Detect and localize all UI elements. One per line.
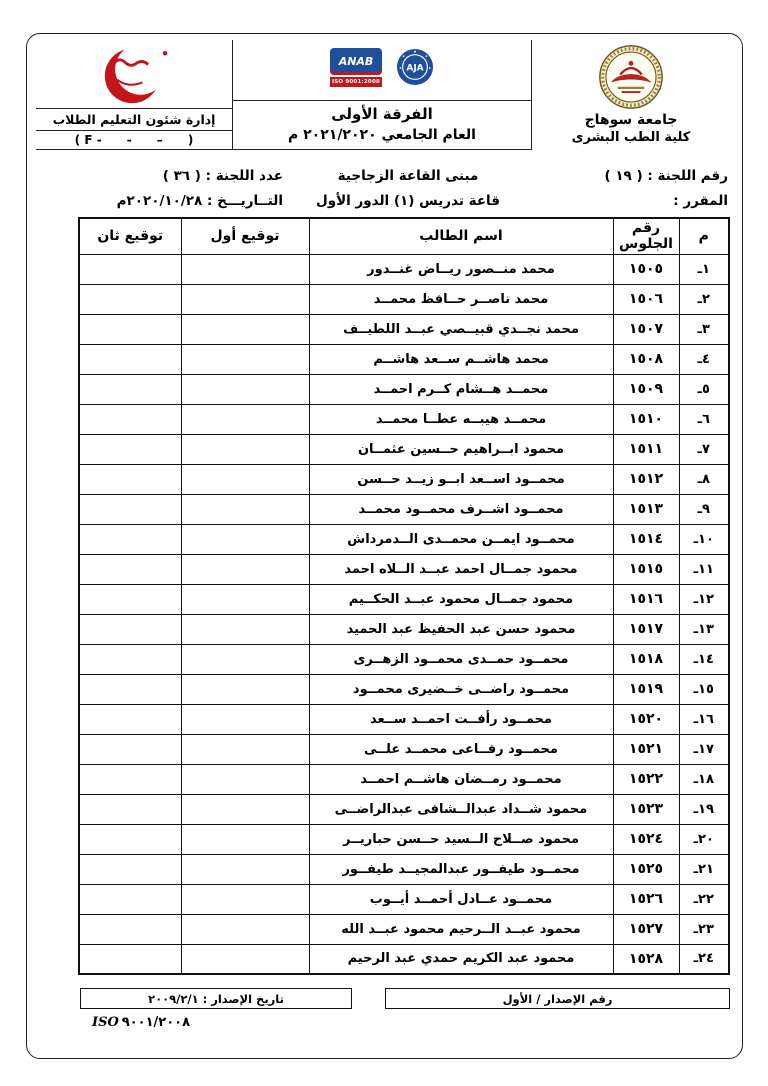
signature-2-cell [79,314,181,344]
issue-date: تاريخ الإصدار : ٢٠٠٩/٢/١ [80,988,352,1009]
seat-number: ١٥١٦ [613,584,679,614]
exam-info [38,168,728,209]
signature-1-cell [181,854,309,884]
signature-2-cell [79,734,181,764]
signature-2-cell [79,944,181,974]
dept-block [36,40,232,150]
committee-count: عدد اللجنة : ( ٣٦ ) [162,168,283,184]
row-index: ١٣ـ [679,614,729,644]
signature-2-cell [79,674,181,704]
table-row [79,314,729,344]
seat-number: ١٥٠٩ [613,374,679,404]
seat-number: ١٥٢١ [613,734,679,764]
seat-number: ١٥١٨ [613,644,679,674]
table-row [79,734,729,764]
signature-1-cell [181,284,309,314]
exam-date: التــاريـــخ : ٢٠٢٠/١٠/٢٨م [116,193,283,209]
signature-2-cell [79,554,181,584]
signature-1-cell [181,614,309,644]
signature-1-cell [181,674,309,704]
building-name: مبنى القاعة الزجاجية [337,168,479,184]
table-row [79,854,729,884]
table-row [79,554,729,584]
issue-number: رقم الإصدار / الأول [385,988,730,1009]
page-content [36,40,730,1030]
seat-number: ١٥٢٦ [613,884,679,914]
table-row [79,704,729,734]
signature-2-cell [79,614,181,644]
row-index: ٧ـ [679,434,729,464]
table-row [79,284,729,314]
signature-1-cell [181,764,309,794]
sohag-university-seal-icon [598,44,664,110]
attendance-table [78,217,730,975]
table-row [79,434,729,464]
seat-number: ١٥٢٥ [613,854,679,884]
col-header-sig2: توقيع ثان [79,218,181,254]
student-name: محمــود اشــرف محمــود محمــد [309,494,613,524]
signature-1-cell [181,434,309,464]
row-index: ١٦ـ [679,704,729,734]
form-code: ( F - - – ) [36,130,232,149]
anab-badge-icon [330,48,382,87]
col-header-seat: رقم الجلوس [613,218,679,254]
table-row [79,644,729,674]
table-row [79,884,729,914]
table-row [79,524,729,554]
student-name: محمود ابــراهيم حــسين عثمــان [309,434,613,464]
seat-number: ١٥١٩ [613,674,679,704]
table-row [79,824,729,854]
signature-2-cell [79,884,181,914]
student-name: محمود جمــال احمد عبــد الــلاه احمد [309,554,613,584]
table-row [79,764,729,794]
signature-1-cell [181,314,309,344]
seat-number: ١٥١٣ [613,494,679,524]
grade-title: الفرقة الأولى [233,100,531,125]
student-name: محمد منــصور ريــاض غنــدور [309,254,613,284]
row-index: ٢١ـ [679,854,729,884]
university-name: جامعة سوهاج [584,112,678,128]
row-index: ٨ـ [679,464,729,494]
seat-number: ١٥١٥ [613,554,679,584]
committee-number: رقم اللجنة : ( ١٩ ) [604,168,728,184]
red-crescent-logo-icon [76,42,192,106]
seat-number: ١٥٢٨ [613,944,679,974]
academic-year: العام الجامعي ٢٠٢١/٢٠٢٠ م [233,125,531,150]
seat-number: ١٥١١ [613,434,679,464]
signature-1-cell [181,914,309,944]
row-index: ٤ـ [679,344,729,374]
table-row [79,614,729,644]
student-name: محمود حسن عبد الحفيظ عبد الحميد [309,614,613,644]
student-name: محمــد هيبــه عطــا محمــد [309,404,613,434]
signature-2-cell [79,794,181,824]
col-header-index: م [679,218,729,254]
iso-certification [92,1015,730,1030]
student-name: محمــود اســعد ابــو زيــد حــسن [309,464,613,494]
student-name: محمــد هــشام كــرم احمــد [309,374,613,404]
row-index: ٢٣ـ [679,914,729,944]
signature-2-cell [79,494,181,524]
row-index: ١٤ـ [679,644,729,674]
row-index: ٦ـ [679,404,729,434]
seat-number: ١٥٢٠ [613,704,679,734]
signature-2-cell [79,524,181,554]
iso-number: ٩٠٠١/٢٠٠٨ [121,1015,191,1030]
seat-number: ١٥٠٦ [613,284,679,314]
signature-1-cell [181,554,309,584]
table-row [79,344,729,374]
table-row [79,404,729,434]
table-row [79,494,729,524]
table-header-row [79,218,729,254]
student-name: محمد هاشــم ســعد هاشــم [309,344,613,374]
center-block [232,40,532,150]
row-index: ١ـ [679,254,729,284]
faculty-name: كلية الطب البشرى [571,130,691,145]
hall-name: قاعة تدريس (١) الدور الأول [316,193,500,209]
row-index: ١٧ـ [679,734,729,764]
signature-1-cell [181,254,309,284]
row-index: ٢ـ [679,284,729,314]
table-row [79,914,729,944]
row-index: ١٢ـ [679,584,729,614]
col-header-name: اسم الطالب [309,218,613,254]
signature-2-cell [79,824,181,854]
seat-number: ١٥٠٥ [613,254,679,284]
student-name: محمــود رمــضان هاشــم احمــد [309,764,613,794]
signature-1-cell [181,824,309,854]
signature-1-cell [181,344,309,374]
seat-number: ١٥١٢ [613,464,679,494]
seat-number: ١٥٢٧ [613,914,679,944]
header [36,40,730,150]
student-name: محمود عبد الكريم حمدي عبد الرحيم [309,944,613,974]
student-name: محمد ناصــر حــافظ محمــد [309,284,613,314]
signature-2-cell [79,344,181,374]
signature-1-cell [181,884,309,914]
seat-number: ١٥٢٢ [613,764,679,794]
footer [80,988,730,1009]
signature-1-cell [181,494,309,524]
row-index: ٢٢ـ [679,884,729,914]
signature-2-cell [79,644,181,674]
student-name: محمــود رأفــت احمــد ســعد [309,704,613,734]
signature-2-cell [79,284,181,314]
table-row [79,674,729,704]
table-row [79,944,729,974]
seat-number: ١٥٢٤ [613,824,679,854]
table-row [79,254,729,284]
aja-badge-icon [396,48,434,86]
col-header-sig1: توقيع أول [181,218,309,254]
table-row [79,584,729,614]
signature-2-cell [79,374,181,404]
seat-number: ١٥١٤ [613,524,679,554]
dept-name: إدارة شئون التعليم الطلاب [36,108,232,130]
seat-number: ١٥١٠ [613,404,679,434]
seat-number: ١٥١٧ [613,614,679,644]
seat-number: ١٥٠٨ [613,344,679,374]
row-index: ٥ـ [679,374,729,404]
table-row [79,794,729,824]
signature-2-cell [79,704,181,734]
row-index: ١٨ـ [679,764,729,794]
signature-1-cell [181,644,309,674]
student-name: محمود عبــد الــرحيم محمود عبــد الله [309,914,613,944]
row-index: ٩ـ [679,494,729,524]
student-name: محمــود حمــدى محمــود الزهــرى [309,644,613,674]
student-name: محمــود طيفــور عبدالمجيــد طيفــور [309,854,613,884]
signature-2-cell [79,434,181,464]
signature-1-cell [181,464,309,494]
crescent-logo-wrap [36,40,232,108]
iso-label: ISO [92,1015,119,1030]
student-name: محمــود عــادل أحمــد أيــوب [309,884,613,914]
student-name: محمود صــلاح الــسيد حــسن حباريــر [309,824,613,854]
student-name: محمــود رفــاعى محمــد علــى [309,734,613,764]
signature-1-cell [181,794,309,824]
row-index: ٢٤ـ [679,944,729,974]
signature-1-cell [181,404,309,434]
signature-2-cell [79,254,181,284]
seat-number: ١٥٢٣ [613,794,679,824]
anab-label: ANAB [330,48,382,75]
row-index: ١٩ـ [679,794,729,824]
row-index: ١١ـ [679,554,729,584]
signature-1-cell [181,374,309,404]
anab-iso-label: ISO 9001:2008 [331,79,380,85]
row-index: ١٥ـ [679,674,729,704]
signature-1-cell [181,734,309,764]
row-index: ٢٠ـ [679,824,729,854]
student-name: محمود شــداد عبدالــشافى عبدالراضــى [309,794,613,824]
row-index: ١٠ـ [679,524,729,554]
table-row [79,464,729,494]
roster-body [79,254,729,974]
course-label: المقرر : [673,193,728,209]
signature-2-cell [79,404,181,434]
student-name: محمــود ايمــن محمــدى الــدمرداش [309,524,613,554]
signature-2-cell [79,914,181,944]
student-name: محمد نجــدي قبيــصي عبــد اللطيــف [309,314,613,344]
student-name: محمود جمــال محمود عبــد الحكــيم [309,584,613,614]
table-row [79,374,729,404]
signature-2-cell [79,584,181,614]
seat-number: ١٥٠٧ [613,314,679,344]
student-name: محمــود راضــى خــضيرى محمــود [309,674,613,704]
signature-1-cell [181,704,309,734]
signature-1-cell [181,944,309,974]
signature-2-cell [79,764,181,794]
accreditation-badges [233,40,531,100]
university-block [532,40,730,150]
row-index: ٣ـ [679,314,729,344]
signature-2-cell [79,464,181,494]
signature-1-cell [181,584,309,614]
aja-label: AJA [406,63,424,74]
signature-2-cell [79,854,181,884]
signature-1-cell [181,524,309,554]
